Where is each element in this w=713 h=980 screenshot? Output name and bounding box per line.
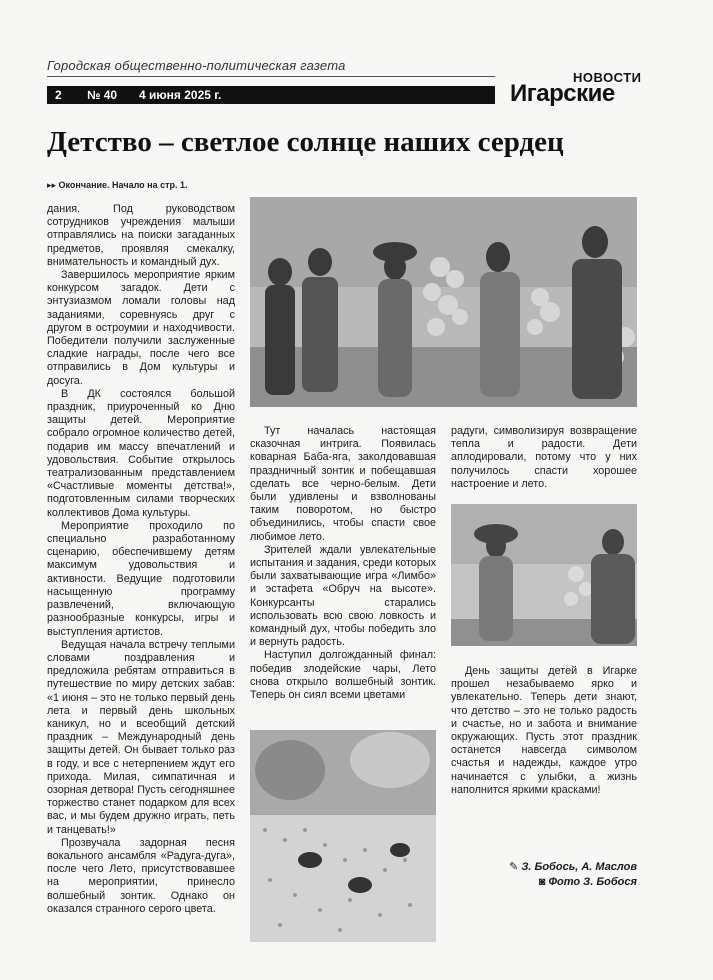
paragraph: Наступил долгожданный финал: победив злодейские чары, Лето снова открыло волшебный зонтик. Теперь он сиял всеми цветами: [250, 649, 436, 702]
table-games-photo: [250, 730, 436, 942]
article-column-3: [451, 425, 637, 505]
paragraph: Зрителей ждали увлекательные испытания и задания, среди которых были захватывающие игра «Лимбо» и эстафета «Обруч на высоте». Конкурсанты старались использовать всю свою ловкость и командный дух, чтобы победить зло и вернуть радость.: [250, 543, 436, 649]
logo-big-text: Игарские: [510, 80, 615, 107]
article-column-3-bottom: [451, 665, 637, 815]
paragraph: Завершилось мероприятие ярким конкурсом загадок. Дети с энтузиазмом ломали головы над заданиями, соревнуясь друг с другом в остроумии и находчивости. Победители получили заслуженные сладкие награды, после чего все отправились в Дом культуры и досуга.: [47, 269, 235, 387]
paragraph: радуги, символизируя возвращение тепла и радости. Дети аплодировали, потому что у них получилось спасти хорошее настроение и лето.: [451, 425, 637, 490]
paragraph: дания. Под руководством сотрудников учреждения малыши отправлялись на поиски загаданных предметов, проявляя смекалку, внимательность и командный дух.: [47, 203, 235, 268]
newspaper-tagline: Городская общественно-политическая газета: [47, 58, 346, 73]
pen-icon: ✎: [509, 861, 519, 873]
paragraph: Прозвучала задорная песня вокального ансамбля «Радуга-дуга», после чего Лето, присутствовавшее на мероприятии, принесло волшебный зонтик. Однако он оказался странного серого цвета.: [47, 836, 235, 915]
paragraph: Тут началась настоящая сказочная интрига. Появилась коварная Баба-яга, заколдовавшая праздничный зонтик и побещавшая сделать все черно-белым. Дети были удивлены и взволнованы таким поворотом, но быстро объединились, чтобы спасти свое любимое лето.: [250, 425, 436, 543]
author-names: З. Бобось, А. Маслов: [521, 861, 637, 873]
issue-bar: [47, 86, 495, 104]
paragraph: В ДК состоялся большой праздник, приуроченный ко Дню защиты детей. Мероприятие собрало огромное количество детей, подарив им массу впечатлений и удовольствия. Событие открылось театрализованным представлением «Счастливые моменты детства!», подготовленным силами творческих коллективов Дома культуры.: [47, 387, 235, 519]
photo-credit: Фото З. Бобося: [548, 876, 637, 888]
characters-photo: [451, 504, 637, 646]
author-line: [451, 860, 637, 875]
camera-icon: ◙: [538, 876, 546, 888]
logo-small-text: НОВОСТИ: [573, 70, 642, 85]
page-number: 2: [55, 88, 62, 102]
article-column-1: [47, 203, 235, 945]
issue-date: 4 июня 2025 г.: [139, 88, 222, 102]
paragraph: Мероприятие проходило по специально разработанному сценарию, обеспечившему детям максимум удовольствия и активности. Ведущие подготовили насыщенную программу развлечений, включающую разнообразные конкурсы, игры и выступления артистов.: [47, 519, 235, 638]
tagline-rule: [47, 76, 495, 77]
article-headline: Детство – светлое солнце наших сердец: [47, 126, 564, 158]
paragraph: День защиты детей в Игарке прошел незабываемо ярко и увлекательно. Теперь дети знают, что детство – это не только радость и счастье, но и забота и внимание окружающих. Пусть этот праздник останется навсегда символом счастья и надежды, каждое утро начинается с улыбки, а жизнь наполнится яркими красками!: [451, 665, 637, 796]
stage-performance-photo: [250, 197, 637, 407]
article-credits: [451, 860, 637, 890]
continuation-note: ▸▸ Окончание. Начало на стр. 1.: [47, 180, 188, 190]
photo-credit-line: [451, 875, 637, 890]
article-column-2: [250, 425, 436, 720]
paragraph: Ведущая начала встречу теплыми словами поздравления и предложила ребятам отправиться в путешествие по миру детских забав: «1 июня – это не только первый день лета и первый день школьных каникул, но и всеобщий детский праздник – Международный день защиты детей. Он бывает только раз в году, и все с нетерпением ждут его прихода. Милая, симпатичная и озорная детвора! Пусть сегодняшнее торжество станет подарком для всех вас, и мы будем дружно играть, петь и танцевать!»: [47, 638, 235, 836]
issue-number: № 40: [87, 88, 118, 102]
